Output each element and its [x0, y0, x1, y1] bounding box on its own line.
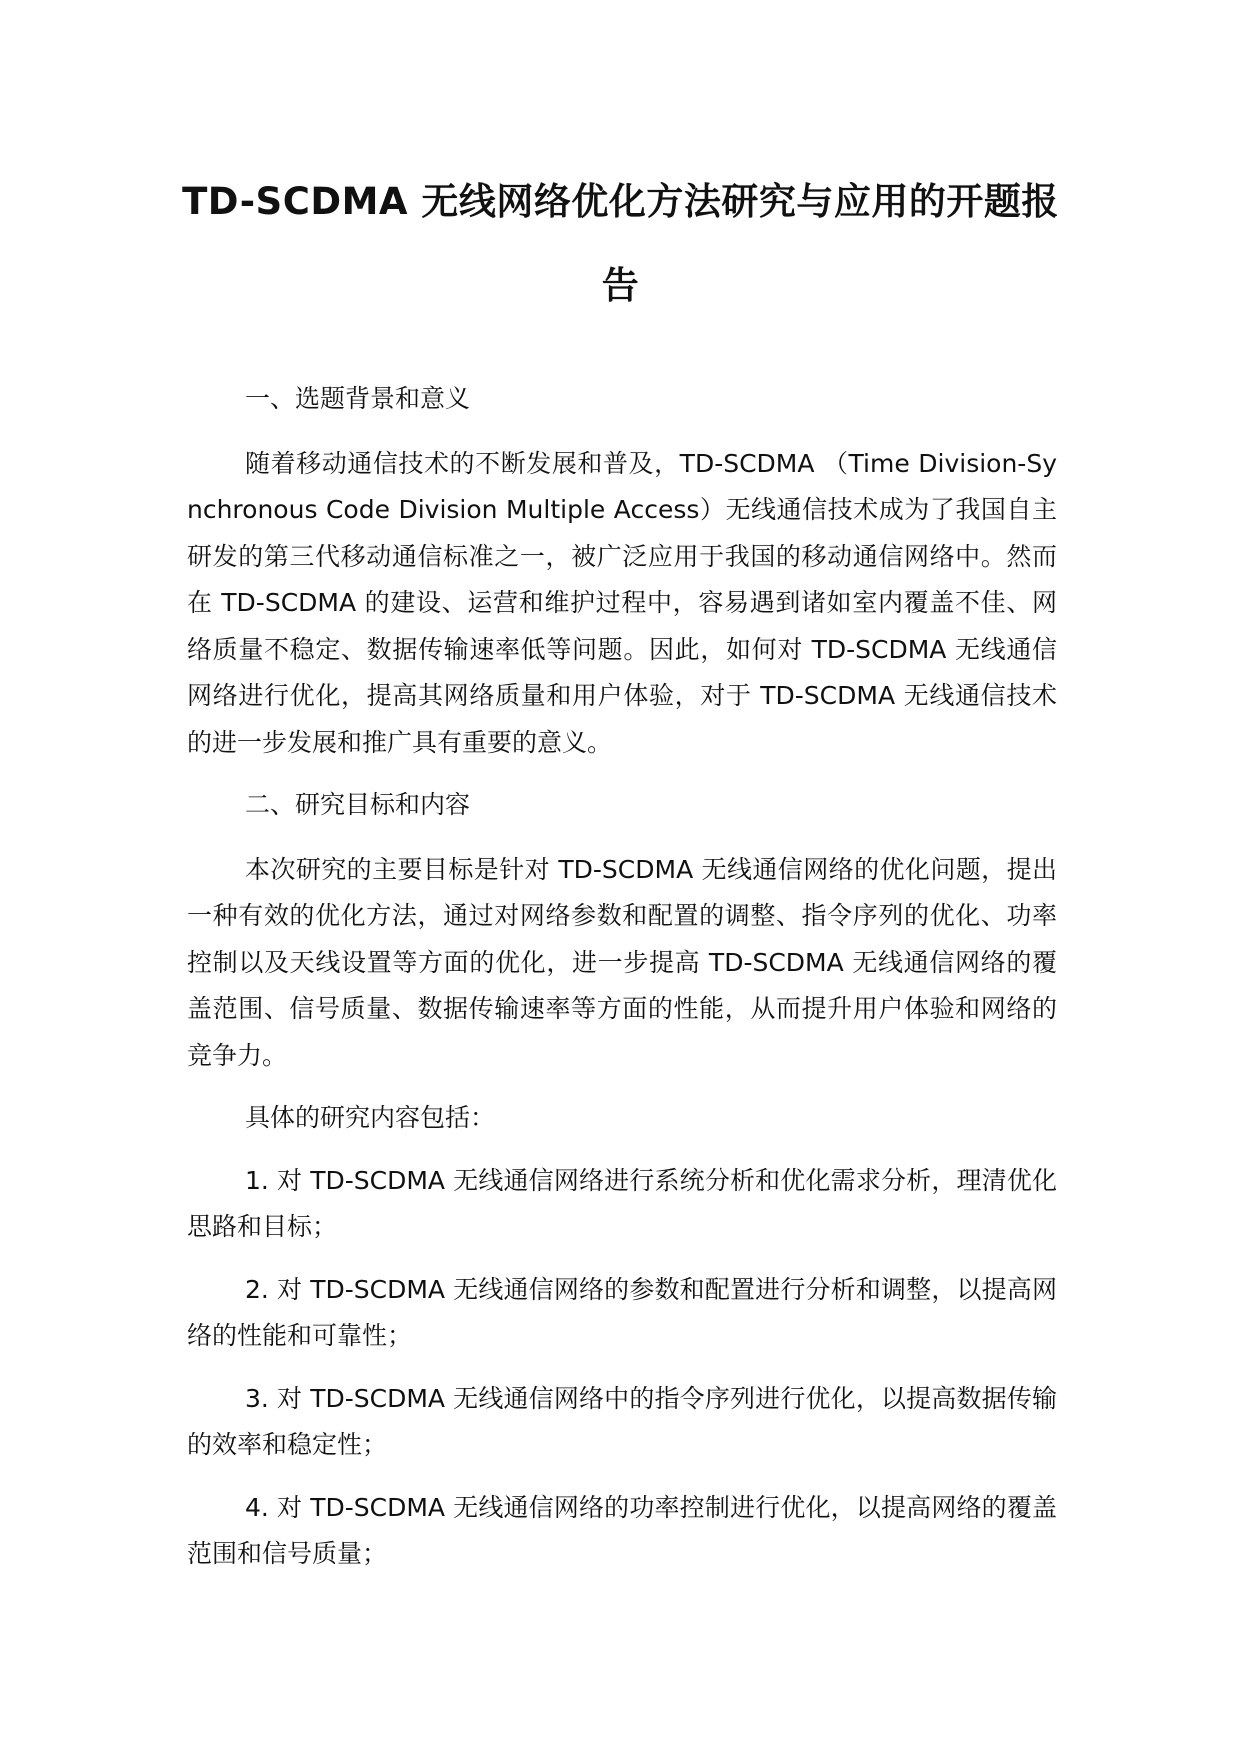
title-line-2: 告 [601, 264, 640, 307]
section-heading-goals: 二、研究目标和内容 [245, 790, 471, 819]
document-body [187, 376, 1057, 1594]
paragraph-goals: 本次研究的主要目标是针对 TD-SCDMA 无线通信网络的优化问题，提出一种有效的优化方法，通过对网络参数和配置的调整、指令序列的优化、功率控制以及天线设置等方面的优化，进一步提高 TD-SCDMA 无线通信网络的覆盖范围、信号质量、数据传输速率等方面的性能，从而提升用户体验和网络的竞争力。 [187, 854, 1057, 1070]
paragraph-content-intro: 具体的研究内容包括： [245, 1103, 496, 1132]
section-heading-background: 一、选题背景和意义 [245, 384, 471, 413]
paragraph-background: 随着移动通信技术的不断发展和普及，TD-SCDMA （Time Division-Synchronous Code Division Multiple Access）无线通信技术成为了我国自主研发的第三代移动通信标准之一，被广泛应用于我国的移动通信网络中。然而在 TD-SCDMA 的建设、运营和维护过程中，容易遇到诸如室内覆盖不佳、网络质量不稳定、数据传输速率低等问题。因此，如何对 TD-SCDMA 无线通信网络进行优化，提高其网络质量和用户体验，对于 TD-SCDMA 无线通信技术的进一步发展和推广具有重要的意义。 [187, 448, 1057, 757]
list-item-1: 1. 对 TD-SCDMA 无线通信网络进行系统分析和优化需求分析，理清优化思路和目标； [187, 1165, 1057, 1241]
list-item-4: 4. 对 TD-SCDMA 无线通信网络的功率控制进行优化，以提高网络的覆盖范围和信号质量； [187, 1492, 1057, 1568]
document-title [170, 160, 1071, 328]
title-line-1: TD-SCDMA 无线网络优化方法研究与应用的开题报 [182, 180, 1059, 223]
list-item-2: 2. 对 TD-SCDMA 无线通信网络的参数和配置进行分析和调整，以提高网络的性能和可靠性； [187, 1274, 1057, 1350]
list-item-3: 3. 对 TD-SCDMA 无线通信网络中的指令序列进行优化，以提高数据传输的效率和稳定性； [187, 1383, 1057, 1459]
